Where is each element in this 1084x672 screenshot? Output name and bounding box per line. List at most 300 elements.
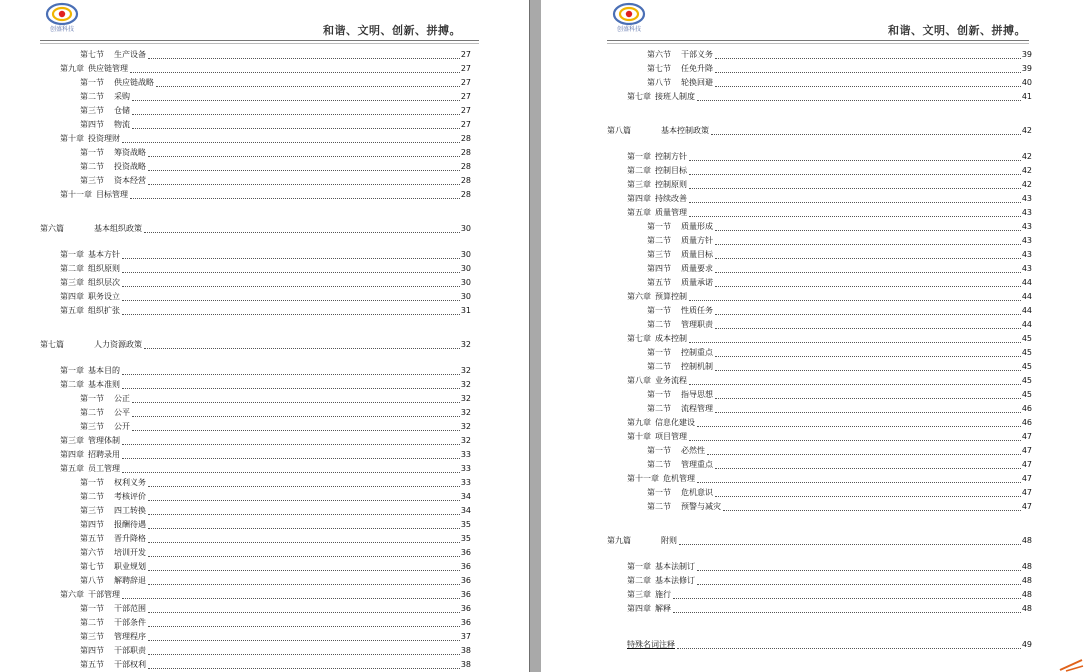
toc-leader-dots — [715, 361, 1021, 371]
toc-page-number: 48 — [1021, 590, 1032, 599]
toc-entry-title: 基本控制政策 — [661, 126, 709, 135]
toc-section-entry[interactable] — [80, 560, 471, 574]
toc-entry-number: 第二章 — [627, 166, 651, 175]
toc-page-number: 32 — [460, 394, 471, 403]
logo-text: 创盛科技 — [616, 26, 641, 33]
toc-section-entry[interactable] — [647, 486, 1032, 500]
toc-entry-label — [647, 262, 713, 276]
toc-chapter-entry[interactable] — [60, 132, 471, 146]
toc-chapter-entry[interactable] — [60, 462, 471, 476]
toc-section-entry[interactable] — [80, 490, 471, 504]
page-gap-edge — [529, 0, 530, 672]
toc-leader-dots — [689, 431, 1021, 441]
header-rule-thin — [607, 43, 1029, 44]
toc-entry-title: 目标管理 — [96, 190, 128, 199]
toc-chapter-entry[interactable] — [60, 262, 471, 276]
toc-leader-dots — [144, 223, 460, 233]
toc-chapter-entry[interactable] — [60, 378, 471, 392]
toc-chapter-entry[interactable] — [627, 192, 1032, 206]
toc-entry-number: 第二节 — [647, 404, 671, 413]
toc-entry-number: 第一节 — [647, 348, 671, 357]
toc-entry-title: 必然性 — [681, 446, 705, 455]
toc-chapter-entry[interactable] — [627, 374, 1032, 388]
toc-entry-label — [647, 62, 713, 76]
toc-section-entry[interactable] — [647, 444, 1032, 458]
toc-leader-dots — [697, 417, 1021, 427]
toc-part-entry[interactable] — [40, 222, 471, 236]
toc-entry-number: 第一节 — [647, 488, 671, 497]
toc-section-entry[interactable] — [647, 220, 1032, 234]
toc-leader-dots — [148, 491, 460, 501]
toc-entry-label — [627, 90, 695, 104]
toc-entry-title: 仓储 — [114, 106, 130, 115]
toc-entry-title: 员工管理 — [88, 464, 120, 473]
toc-section-entry[interactable] — [80, 76, 471, 90]
toc-chapter-entry[interactable] — [627, 332, 1032, 346]
toc-page-number: 36 — [460, 604, 471, 613]
toc-entry-label — [40, 222, 142, 236]
toc-page-number: 49 — [1021, 640, 1032, 649]
toc-leader-dots — [689, 193, 1021, 203]
toc-entry-title: 质量要求 — [681, 264, 713, 273]
toc-leader-dots — [148, 147, 460, 157]
toc-entry-title: 附则 — [661, 536, 677, 545]
toc-entry-number: 第四节 — [80, 646, 104, 655]
toc-chapter-entry[interactable] — [627, 588, 1032, 602]
toc-section-entry[interactable] — [80, 392, 471, 406]
toc-entry-title: 成本控制 — [655, 334, 687, 343]
toc-page-number: 36 — [460, 618, 471, 627]
toc-entry-label — [80, 630, 146, 644]
toc-entry-label — [627, 472, 695, 486]
toc-page-number: 47 — [1021, 432, 1032, 441]
toc-page-number: 28 — [460, 134, 471, 143]
toc-page-number: 44 — [1021, 320, 1032, 329]
toc-page-number: 42 — [1021, 126, 1032, 135]
toc-section-entry[interactable] — [647, 318, 1032, 332]
toc-leader-dots — [715, 459, 1021, 469]
toc-entry-label — [647, 276, 713, 290]
toc-chapter-entry[interactable] — [60, 290, 471, 304]
toc-entry-number: 第九章 — [627, 418, 651, 427]
toc-entry-label — [627, 332, 687, 346]
toc-entry-title: 报酬待遇 — [114, 520, 146, 529]
toc-leader-dots — [689, 291, 1021, 301]
toc-chapter-entry[interactable] — [627, 290, 1032, 304]
toc-entry-label — [647, 360, 713, 374]
toc-entry-title: 公开 — [114, 422, 130, 431]
toc-page-number: 40 — [1021, 78, 1032, 87]
toc-section-entry[interactable] — [647, 276, 1032, 290]
toc-entry-label — [627, 290, 687, 304]
toc-page-number: 28 — [460, 148, 471, 157]
toc-entry-title: 公平 — [114, 408, 130, 417]
toc-entry-number: 第六章 — [60, 590, 84, 599]
toc-entry-number: 第三节 — [80, 632, 104, 641]
toc-leader-dots — [715, 221, 1021, 231]
toc-page-number: 35 — [460, 534, 471, 543]
toc-entry-title: 基本准则 — [88, 380, 120, 389]
toc-entry-title: 投资理财 — [88, 134, 120, 143]
toc-page-number: 32 — [460, 408, 471, 417]
toc-leader-dots — [715, 347, 1021, 357]
toc-part-entry[interactable] — [607, 534, 1032, 548]
right-page — [541, 0, 1084, 672]
toc-section-entry[interactable] — [647, 234, 1032, 248]
toc-chapter-entry[interactable] — [60, 276, 471, 290]
toc-entry-label — [627, 150, 687, 164]
toc-entry-label — [627, 164, 687, 178]
toc-section-entry[interactable] — [80, 602, 471, 616]
toc-leader-dots — [715, 403, 1021, 413]
toc-page-number: 46 — [1021, 404, 1032, 413]
toc-section-entry[interactable] — [80, 104, 471, 118]
toc-section-entry[interactable] — [647, 76, 1032, 90]
toc-section-entry[interactable] — [80, 630, 471, 644]
toc-page-number: 45 — [1021, 334, 1032, 343]
toc-entry-label — [647, 248, 713, 262]
header-rule — [40, 40, 479, 41]
toc-section-entry[interactable] — [80, 518, 471, 532]
toc-section-entry[interactable] — [80, 48, 471, 62]
toc-entry-number: 第四章 — [60, 292, 84, 301]
toc-leader-dots — [122, 463, 460, 473]
toc-entry-label — [627, 206, 687, 220]
toc-entry-label — [627, 588, 671, 602]
toc-entry-title: 基本法制订 — [655, 562, 695, 571]
toc-leader-dots — [148, 505, 460, 515]
toc-entry-title: 人力资源政策 — [94, 340, 142, 349]
toc-page-number: 32 — [460, 380, 471, 389]
toc-entry-label — [80, 420, 130, 434]
toc-entry-label — [647, 500, 721, 514]
toc-entry-label — [80, 546, 146, 560]
toc-chapter-entry[interactable] — [627, 602, 1032, 616]
toc-entry-title: 筹资战略 — [114, 148, 146, 157]
toc-entry-number: 第一章 — [627, 152, 651, 161]
toc-leader-dots — [148, 645, 460, 655]
toc-entry-title: 控制目标 — [655, 166, 687, 175]
toc-chapter-entry[interactable] — [627, 574, 1032, 588]
toc-entry-title: 权利义务 — [114, 478, 146, 487]
toc-chapter-entry[interactable] — [627, 560, 1032, 574]
toc-leader-dots — [673, 589, 1021, 599]
toc-entry-title: 供应链战略 — [114, 78, 154, 87]
toc-chapter-entry[interactable] — [627, 430, 1032, 444]
toc-page-number: 30 — [460, 224, 471, 233]
toc-entry-label — [60, 588, 120, 602]
toc-chapter-entry[interactable] — [60, 434, 471, 448]
toc-section-entry[interactable] — [80, 160, 471, 174]
toc-leader-dots — [148, 161, 460, 171]
toc-page-number: 45 — [1021, 376, 1032, 385]
toc-leader-dots — [148, 561, 460, 571]
toc-entry-label — [80, 476, 146, 490]
toc-section-entry[interactable] — [647, 360, 1032, 374]
toc-entry-label — [647, 458, 713, 472]
toc-leader-dots — [148, 617, 460, 627]
toc-page-number: 36 — [460, 576, 471, 585]
header-motto: 和谐、文明、创新、拼搏。 — [323, 24, 461, 37]
toc-entry-label — [80, 406, 130, 420]
toc-leader-dots — [132, 91, 460, 101]
toc-entry-number: 第十一章 — [627, 474, 659, 483]
toc-entry-number: 第六章 — [627, 292, 651, 301]
toc-page-number: 43 — [1021, 208, 1032, 217]
toc-section-entry[interactable] — [647, 388, 1032, 402]
toc-chapter-entry[interactable] — [60, 304, 471, 318]
toc-section-entry[interactable] — [80, 420, 471, 434]
toc-page-number: 43 — [1021, 264, 1032, 273]
toc-chapter-entry[interactable] — [627, 164, 1032, 178]
toc-page-number: 32 — [460, 436, 471, 445]
toc-page-number: 38 — [460, 646, 471, 655]
toc-entry-label — [80, 118, 130, 132]
toc-leader-dots — [673, 603, 1021, 613]
toc-leader-dots — [715, 389, 1021, 399]
toc-page-number: 44 — [1021, 292, 1032, 301]
toc-entry-number: 第三节 — [80, 422, 104, 431]
toc-section-entry[interactable] — [647, 402, 1032, 416]
toc-entry-label — [627, 638, 675, 652]
toc-page-number: 44 — [1021, 306, 1032, 315]
toc-section-entry[interactable] — [647, 48, 1032, 62]
toc-entry-title: 性质任务 — [681, 306, 713, 315]
toc-leader-dots — [148, 49, 460, 59]
toc-part-entry[interactable] — [607, 124, 1032, 138]
toc-entry-number: 第五节 — [80, 534, 104, 543]
toc-entry-title: 管理体制 — [88, 436, 120, 445]
toc-entry-label — [60, 364, 120, 378]
toc-entry-label — [627, 416, 695, 430]
toc-leader-dots — [148, 659, 460, 669]
toc-part-entry[interactable] — [40, 338, 471, 352]
toc-entry-number: 第四节 — [647, 264, 671, 273]
toc-entry-title: 采购 — [114, 92, 130, 101]
toc-page-number: 35 — [460, 520, 471, 529]
toc-page-number: 42 — [1021, 152, 1032, 161]
toc-entry-number: 第六篇 — [40, 224, 64, 233]
toc-page-number: 30 — [460, 278, 471, 287]
toc-chapter-entry[interactable] — [627, 206, 1032, 220]
toc-entry-label — [80, 504, 146, 518]
toc-section-entry[interactable] — [647, 62, 1032, 76]
toc-entry-title: 职业规划 — [114, 562, 146, 571]
toc-entry-title: 轮换回避 — [681, 78, 713, 87]
toc-entry-number: 第十一章 — [60, 190, 92, 199]
toc-leader-dots — [148, 575, 460, 585]
toc-page-number: 33 — [460, 478, 471, 487]
toc-entry-label — [60, 262, 120, 276]
toc-entry-number: 第五章 — [60, 464, 84, 473]
toc-leader-dots — [689, 375, 1021, 385]
toc-entry-title: 基本法修订 — [655, 576, 695, 585]
toc-leader-dots — [715, 235, 1021, 245]
toc-page-number: 33 — [460, 450, 471, 459]
toc-leader-dots — [715, 63, 1021, 73]
toc-entry-label — [60, 448, 120, 462]
toc-page-number: 43 — [1021, 250, 1032, 259]
toc-entry-number: 第一节 — [647, 222, 671, 231]
toc-leader-dots — [715, 487, 1021, 497]
toc-leader-dots — [122, 305, 460, 315]
toc-entry-title: 特殊名词注释 — [627, 640, 675, 649]
toc-entry-title: 质量管理 — [655, 208, 687, 217]
toc-entry-number: 第二节 — [647, 362, 671, 371]
toc-entry-number: 第二节 — [647, 236, 671, 245]
toc-entry-number: 第四章 — [627, 604, 651, 613]
toc-entry-label — [627, 374, 687, 388]
toc-section-entry[interactable] — [80, 476, 471, 490]
toc-entry-number: 第八节 — [80, 576, 104, 585]
toc-section-entry[interactable] — [80, 574, 471, 588]
toc-entry-number: 第二节 — [80, 92, 104, 101]
toc-page-number: 27 — [460, 106, 471, 115]
toc-page-number: 34 — [460, 506, 471, 515]
toc-chapter-entry[interactable] — [60, 62, 471, 76]
toc-chapter-entry[interactable] — [627, 638, 1032, 652]
toc-entry-label — [60, 290, 120, 304]
toc-entry-label — [40, 338, 142, 352]
toc-page-number: 36 — [460, 590, 471, 599]
toc-leader-dots — [122, 277, 460, 287]
toc-entry-title: 干部条件 — [114, 618, 146, 627]
toc-entry-number: 第五章 — [627, 208, 651, 217]
toc-leader-dots — [132, 105, 460, 115]
toc-section-entry[interactable] — [80, 146, 471, 160]
toc-page-number: 47 — [1021, 446, 1032, 455]
toc-entry-number: 第八章 — [627, 376, 651, 385]
toc-chapter-entry[interactable] — [627, 90, 1032, 104]
toc-leader-dots — [148, 519, 460, 529]
toc-chapter-entry[interactable] — [627, 472, 1032, 486]
toc-entry-label — [627, 178, 687, 192]
toc-entry-title: 管理程序 — [114, 632, 146, 641]
toc-page-number: 43 — [1021, 222, 1032, 231]
toc-section-entry[interactable] — [647, 262, 1032, 276]
toc-page-number: 31 — [460, 306, 471, 315]
toc-entry-label — [80, 490, 146, 504]
toc-entry-title: 供应链管理 — [88, 64, 128, 73]
toc-section-entry[interactable] — [647, 304, 1032, 318]
toc-leader-dots — [132, 119, 460, 129]
toc-page-number: 28 — [460, 162, 471, 171]
toc-section-entry[interactable] — [80, 174, 471, 188]
toc-entry-title: 基本组织政策 — [94, 224, 142, 233]
toc-leader-dots — [689, 333, 1021, 343]
toc-entry-label — [80, 602, 146, 616]
toc-section-entry[interactable] — [80, 504, 471, 518]
toc-leader-dots — [148, 477, 460, 487]
toc-leader-dots — [122, 291, 460, 301]
toc-entry-title: 考核评价 — [114, 492, 146, 501]
toc-entry-title: 干部管理 — [88, 590, 120, 599]
toc-section-entry[interactable] — [80, 644, 471, 658]
toc-section-entry[interactable] — [80, 406, 471, 420]
toc-section-entry[interactable] — [80, 546, 471, 560]
toc-entry-number: 第二节 — [80, 162, 104, 171]
toc-entry-number: 第四章 — [627, 194, 651, 203]
toc-entry-number: 第二章 — [60, 264, 84, 273]
toc-leader-dots — [122, 365, 460, 375]
toc-entry-label — [607, 124, 709, 138]
toc-entry-label — [60, 188, 128, 202]
toc-entry-label — [647, 346, 713, 360]
toc-chapter-entry[interactable] — [60, 188, 471, 202]
toc-page-number: 30 — [460, 264, 471, 273]
toc-entry-number: 第七章 — [627, 92, 651, 101]
toc-entry-label — [80, 658, 146, 672]
toc-chapter-entry[interactable] — [627, 416, 1032, 430]
toc-leader-dots — [689, 179, 1021, 189]
toc-chapter-entry[interactable] — [627, 150, 1032, 164]
toc-leader-dots — [697, 575, 1021, 585]
toc-section-entry[interactable] — [80, 90, 471, 104]
toc-entry-number: 第五节 — [647, 278, 671, 287]
toc-entry-number: 第七节 — [80, 50, 104, 59]
toc-section-entry[interactable] — [647, 458, 1032, 472]
toc-entry-number: 第一节 — [80, 478, 104, 487]
toc-page-number: 37 — [460, 632, 471, 641]
toc-chapter-entry[interactable] — [60, 588, 471, 602]
toc-section-entry[interactable] — [647, 248, 1032, 262]
toc-entry-number: 第一节 — [647, 390, 671, 399]
toc-entry-title: 项目管理 — [655, 432, 687, 441]
toc-entry-title: 晋升降格 — [114, 534, 146, 543]
toc-leader-dots — [148, 533, 460, 543]
toc-leader-dots — [689, 151, 1021, 161]
toc-page-number: 27 — [460, 64, 471, 73]
toc-leader-dots — [715, 305, 1021, 315]
toc-entry-label — [647, 486, 713, 500]
toc-leader-dots — [130, 189, 460, 199]
toc-entry-number: 第九章 — [60, 64, 84, 73]
toc-entry-title: 接班人制度 — [655, 92, 695, 101]
toc-entry-label — [60, 248, 120, 262]
toc-entry-label — [80, 392, 130, 406]
toc-page-number: 27 — [460, 92, 471, 101]
toc-entry-title: 基本方针 — [88, 250, 120, 259]
toc-entry-number: 第一节 — [647, 306, 671, 315]
toc-entry-label — [647, 220, 713, 234]
toc-section-entry[interactable] — [80, 532, 471, 546]
toc-entry-title: 预警与减灾 — [681, 502, 721, 511]
toc-entry-number: 第十章 — [627, 432, 651, 441]
toc-chapter-entry[interactable] — [60, 248, 471, 262]
toc-leader-dots — [689, 207, 1021, 217]
toc-chapter-entry[interactable] — [627, 178, 1032, 192]
toc-entry-title: 质量形成 — [681, 222, 713, 231]
toc-section-entry[interactable] — [80, 616, 471, 630]
toc-page-number: 44 — [1021, 278, 1032, 287]
toc-entry-number: 第三节 — [80, 106, 104, 115]
toc-section-entry[interactable] — [80, 118, 471, 132]
toc-leader-dots — [715, 249, 1021, 259]
toc-section-entry[interactable] — [80, 658, 471, 672]
toc-page-number: 28 — [460, 190, 471, 199]
toc-entry-label — [80, 160, 146, 174]
toc-chapter-entry[interactable] — [60, 364, 471, 378]
toc-page-number: 43 — [1021, 236, 1032, 245]
toc-entry-number: 第一节 — [80, 604, 104, 613]
toc-entry-number: 第三节 — [80, 506, 104, 515]
toc-chapter-entry[interactable] — [60, 448, 471, 462]
toc-entry-label — [647, 234, 713, 248]
toc-entry-label — [627, 430, 687, 444]
toc-section-entry[interactable] — [647, 346, 1032, 360]
toc-entry-label — [80, 48, 146, 62]
toc-section-entry[interactable] — [647, 500, 1032, 514]
